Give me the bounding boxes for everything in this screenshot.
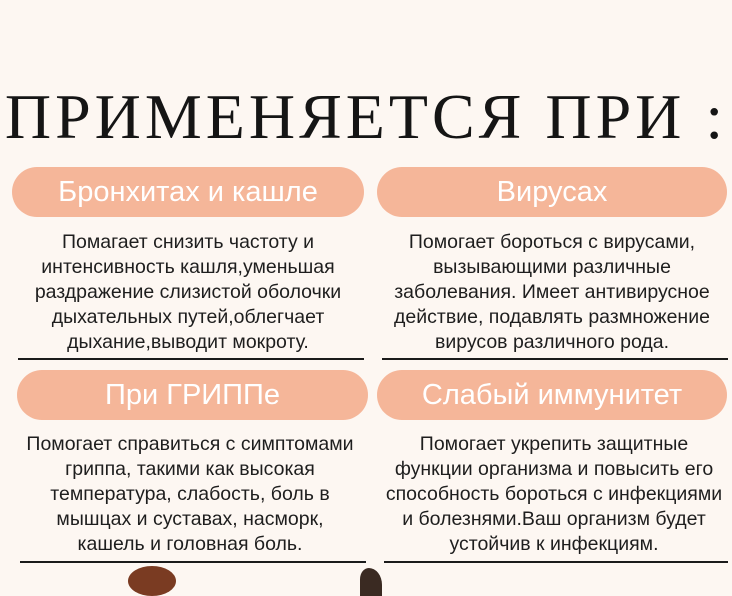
desc-line: кашель и головная боль.	[77, 533, 303, 555]
desc-line: заболевания. Имеет антивирусное	[394, 281, 710, 303]
desc-flu	[12, 432, 368, 557]
desc-line: и болезнями.Ваш организм будет	[402, 508, 706, 530]
decor-shape	[360, 568, 382, 596]
desc-weak-immunity	[376, 432, 732, 557]
desc-line: устойчив к инфекциям.	[449, 533, 659, 555]
desc-line: вызывающими различные	[433, 256, 671, 278]
desc-line: Помагает снизить частоту и	[61, 231, 315, 253]
divider	[384, 561, 728, 563]
desc-line: раздражение слизистой оболочки	[34, 281, 342, 303]
desc-line: Помогает бороться с вирусами,	[408, 231, 696, 253]
desc-line: дыхательных путей,облегчает	[51, 306, 325, 328]
decor-shape	[128, 566, 176, 596]
heading-weak-immunity: Слабый иммунитет	[377, 370, 727, 420]
heading-viruses: Вирусах	[377, 167, 727, 217]
desc-line: температура, слабость, боль в	[50, 483, 330, 505]
desc-line: Помогает справиться с симптомами	[26, 433, 354, 455]
heading-flu: При ГРИППе	[17, 370, 368, 420]
desc-bronchitis	[12, 230, 364, 355]
page-title: ПРИМЕНЯЕТСЯ ПРИ :	[4, 81, 728, 152]
desc-line: гриппа, такими как высокая	[65, 458, 315, 480]
desc-line: функции организма и повысить его	[394, 458, 714, 480]
divider	[20, 561, 366, 563]
desc-line: интенсивность кашля,уменьшая	[41, 256, 335, 278]
desc-line: мышцах и суставах, насморк,	[56, 508, 324, 530]
divider	[382, 358, 728, 360]
desc-viruses	[376, 230, 728, 355]
desc-line: способность бороться с инфекциями	[385, 483, 723, 505]
desc-line: вирусов различного рода.	[434, 331, 670, 353]
desc-line: Помогает укрепить защитные	[419, 433, 689, 455]
divider	[18, 358, 364, 360]
heading-bronchitis: Бронхитах и кашле	[12, 167, 364, 217]
desc-line: дыхание,выводит мокроту.	[67, 331, 309, 353]
desc-line: действие, подавлять размножение	[394, 306, 710, 328]
